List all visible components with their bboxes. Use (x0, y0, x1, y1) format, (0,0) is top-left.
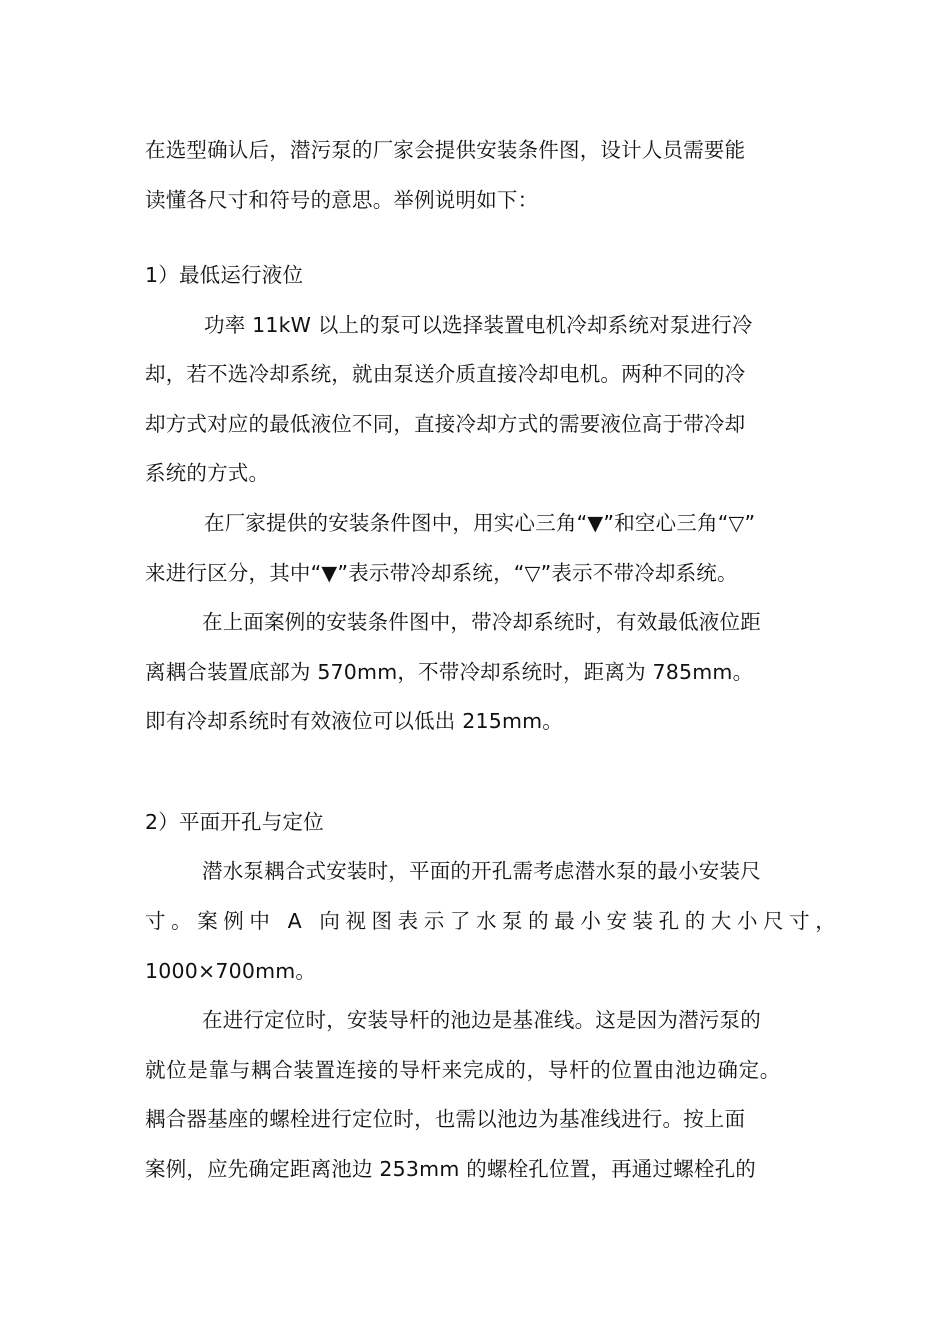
paragraph-cooling-line-1: 功率 11kW 以上的泵可以选择装置电机冷却系统对泵进行冷 (204, 313, 753, 337)
paragraph-positioning-line-3: 耦合器基座的螺栓进行定位时，也需以池边为基准线进行。按上面 (145, 1107, 746, 1131)
section-heading-1: 1）最低运行液位 (145, 263, 304, 287)
paragraph-opening-line-1: 潜水泵耦合式安装时，平面的开孔需考虑潜水泵的最小安装尺 (202, 859, 761, 883)
paragraph-positioning-line-2: 就位是靠与耦合装置连接的导杆来完成的，导杆的位置由池边确定。 (145, 1058, 781, 1082)
paragraph-symbols-line-2: 来进行区分，其中“▼”表示带冷却系统，“▽”表示不带冷却系统。 (145, 561, 738, 585)
paragraph-symbols-line-1: 在厂家提供的安装条件图中，用实心三角“▼”和空心三角“▽” (204, 511, 756, 535)
paragraph-example-line-1: 在上面案例的安装条件图中，带冷却系统时，有效最低液位距 (202, 610, 761, 634)
paragraph-positioning-line-4: 案例，应先确定距离池边 253mm 的螺栓孔位置，再通过螺栓孔的 (145, 1157, 756, 1181)
paragraph-example-line-2: 离耦合装置底部为 570mm，不带冷却系统时，距离为 785mm。 (145, 660, 754, 684)
paragraph-opening-line-2: 寸。案例中 A 向视图表示了水泵的最小安装孔的大小尺寸， (145, 909, 842, 933)
paragraph-intro-line-2: 读懂各尺寸和符号的意思。举例说明如下： (145, 188, 539, 212)
section-heading-2: 2）平面开孔与定位 (145, 810, 324, 834)
paragraph-opening-line-3: 1000×700mm。 (145, 959, 317, 983)
paragraph-example-line-3: 即有冷却系统时有效液位可以低出 215mm。 (145, 709, 563, 733)
paragraph-cooling-line-4: 系统的方式。 (145, 461, 270, 485)
paragraph-intro-line-1: 在选型确认后，潜污泵的厂家会提供安装条件图，设计人员需要能 (145, 138, 746, 162)
paragraph-cooling-line-3: 却方式对应的最低液位不同，直接冷却方式的需要液位高于带冷却 (145, 412, 746, 436)
paragraph-cooling-line-2: 却，若不选冷却系统，就由泵送介质直接冷却电机。两种不同的冷 (145, 362, 746, 386)
paragraph-positioning-line-1: 在进行定位时，安装导杆的池边是基准线。这是因为潜污泵的 (202, 1008, 761, 1032)
